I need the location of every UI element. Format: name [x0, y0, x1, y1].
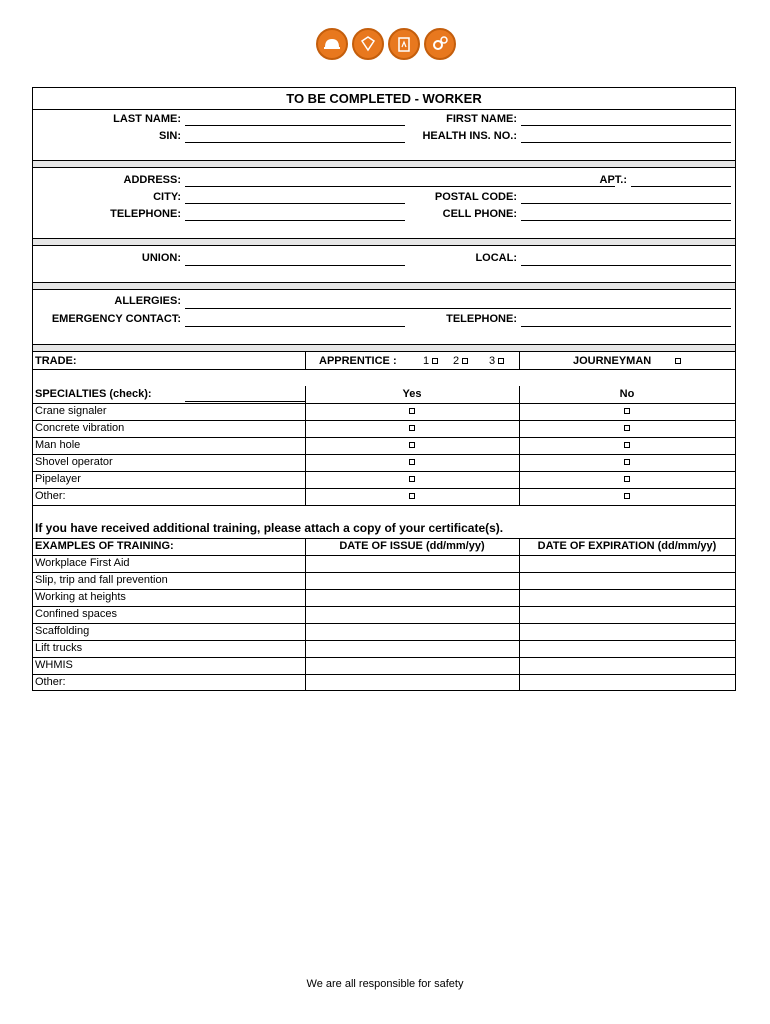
separator-band — [33, 238, 735, 246]
separator-band — [33, 282, 735, 290]
gear-icon — [430, 34, 450, 54]
training-col-examples: EXAMPLES OF TRAINING: — [35, 540, 174, 552]
cell-field[interactable] — [521, 220, 731, 221]
specialty-no-checkbox[interactable] — [519, 488, 735, 505]
specialty-yes-checkbox[interactable] — [305, 488, 519, 505]
date-of-issue-field[interactable] — [307, 589, 517, 605]
checkbox-icon — [409, 493, 415, 499]
yes-header: Yes — [402, 388, 422, 400]
apprentice-option-3[interactable]: 3 — [489, 353, 504, 370]
apprentice-label: APPRENTICE : — [319, 355, 397, 367]
union-field[interactable] — [185, 265, 405, 266]
specialty-item: Pipelayer — [35, 473, 81, 485]
checkbox-icon — [624, 408, 630, 414]
specialty-yes-checkbox[interactable] — [305, 403, 519, 420]
sin-label: SIN: — [159, 130, 181, 142]
logo-jar — [388, 28, 420, 60]
date-of-expiration-field[interactable] — [521, 623, 733, 639]
logo-helmet — [316, 28, 348, 60]
separator-band — [33, 344, 735, 352]
apprentice-option-1[interactable]: 1 — [423, 353, 438, 370]
apt-field[interactable] — [631, 186, 731, 187]
checkbox-icon — [409, 442, 415, 448]
specialty-yes-checkbox[interactable] — [305, 437, 519, 454]
logo-gears — [424, 28, 456, 60]
date-of-expiration-field[interactable] — [521, 555, 733, 571]
specialties-field[interactable] — [185, 401, 305, 402]
specialty-no-checkbox[interactable] — [519, 403, 735, 420]
checkbox-icon — [409, 476, 415, 482]
date-of-issue-field[interactable] — [307, 674, 517, 690]
address-label: ADDRESS: — [123, 174, 181, 186]
date-of-issue-field[interactable] — [307, 657, 517, 673]
checkbox-icon — [624, 493, 630, 499]
specialty-no-checkbox[interactable] — [519, 471, 735, 488]
checkbox-icon — [409, 459, 415, 465]
emergency-telephone-label: TELEPHONE: — [446, 313, 517, 325]
checkbox-icon — [624, 442, 630, 448]
union-label: UNION: — [141, 252, 181, 264]
checkbox-icon — [675, 358, 681, 364]
date-of-issue-field[interactable] — [307, 572, 517, 588]
trade-label: TRADE: — [35, 355, 77, 367]
health-field[interactable] — [521, 142, 731, 143]
checkbox-icon — [624, 476, 630, 482]
training-item: Other: — [35, 676, 66, 688]
emergency-contact-field[interactable] — [185, 326, 405, 327]
training-col-expiration: DATE OF EXPIRATION (dd/mm/yy) — [537, 540, 717, 552]
last-name-field[interactable] — [185, 125, 405, 126]
training-item: Working at heights — [35, 591, 126, 603]
allergies-label: ALLERGIES: — [114, 295, 181, 307]
training-item: Confined spaces — [35, 608, 117, 620]
cell-label: CELL PHONE: — [442, 208, 517, 220]
specialty-item: Shovel operator — [35, 456, 113, 468]
emergency-contact-label: EMERGENCY CONTACT: — [51, 313, 181, 325]
training-item: WHMIS — [35, 659, 73, 671]
postal-label: POSTAL CODE: — [434, 191, 517, 203]
no-header: No — [619, 388, 635, 400]
specialty-yes-checkbox[interactable] — [305, 420, 519, 437]
checkbox-icon — [498, 358, 504, 364]
date-of-expiration-field[interactable] — [521, 606, 733, 622]
training-note: If you have received additional training, please attach a copy of your certificate(s). — [35, 521, 504, 535]
last-name-label: LAST NAME: — [113, 113, 181, 125]
jar-icon — [394, 34, 414, 54]
city-label: CITY: — [153, 191, 181, 203]
city-field[interactable] — [185, 203, 405, 204]
local-field[interactable] — [521, 265, 731, 266]
local-label: LOCAL: — [475, 252, 517, 264]
specialty-no-checkbox[interactable] — [519, 420, 735, 437]
first-name-label: FIRST NAME: — [446, 113, 517, 125]
footer-text: We are all responsible for safety — [306, 978, 464, 990]
specialty-yes-checkbox[interactable] — [305, 471, 519, 488]
first-name-field[interactable] — [521, 125, 731, 126]
date-of-expiration-field[interactable] — [521, 657, 733, 673]
specialty-item: Concrete vibration — [35, 422, 125, 434]
logo-diamond — [352, 28, 384, 60]
journeyman-checkbox[interactable] — [675, 353, 681, 370]
specialty-no-checkbox[interactable] — [519, 454, 735, 471]
worker-form — [32, 87, 736, 691]
date-of-issue-field[interactable] — [307, 555, 517, 571]
emergency-telephone-field[interactable] — [521, 326, 731, 327]
specialty-yes-checkbox[interactable] — [305, 454, 519, 471]
training-item: Scaffolding — [35, 625, 90, 637]
checkbox-icon — [409, 408, 415, 414]
sin-field[interactable] — [185, 142, 405, 143]
specialties-header: SPECIALTIES (check): — [35, 388, 152, 400]
training-item: Lift trucks — [35, 642, 83, 654]
apprentice-option-2[interactable]: 2 — [453, 353, 468, 370]
specialty-item: Man hole — [35, 439, 81, 451]
date-of-issue-field[interactable] — [307, 606, 517, 622]
date-of-issue-field[interactable] — [307, 623, 517, 639]
postal-field[interactable] — [521, 203, 731, 204]
specialty-item: Other: — [35, 490, 66, 502]
training-item: Workplace First Aid — [35, 557, 130, 569]
diamond-icon — [358, 34, 378, 54]
date-of-expiration-field[interactable] — [521, 674, 733, 690]
date-of-expiration-field[interactable] — [521, 572, 733, 588]
allergies-field[interactable] — [185, 308, 731, 309]
telephone-label: TELEPHONE: — [110, 208, 181, 220]
training-item: Slip, trip and fall prevention — [35, 574, 168, 586]
checkbox-icon — [432, 358, 438, 364]
specialty-no-checkbox[interactable] — [519, 437, 735, 454]
date-of-expiration-field[interactable] — [521, 640, 733, 656]
form-title: TO BE COMPLETED - WORKER — [33, 88, 735, 110]
date-of-issue-field[interactable] — [307, 640, 517, 656]
checkbox-icon — [409, 425, 415, 431]
checkbox-icon — [462, 358, 468, 364]
training-col-issue: DATE OF ISSUE (dd/mm/yy) — [339, 540, 485, 552]
specialty-item: Crane signaler — [35, 405, 107, 417]
journeyman-label: JOURNEYMAN — [573, 355, 652, 367]
helmet-icon — [322, 34, 342, 54]
date-of-expiration-field[interactable] — [521, 589, 733, 605]
apt-label: APT.: — [599, 174, 627, 186]
checkbox-icon — [624, 459, 630, 465]
checkbox-icon — [624, 425, 630, 431]
health-label: HEALTH INS. NO.: — [422, 130, 517, 142]
telephone-field[interactable] — [185, 220, 405, 221]
separator-band — [33, 160, 735, 168]
address-field[interactable] — [185, 186, 615, 187]
